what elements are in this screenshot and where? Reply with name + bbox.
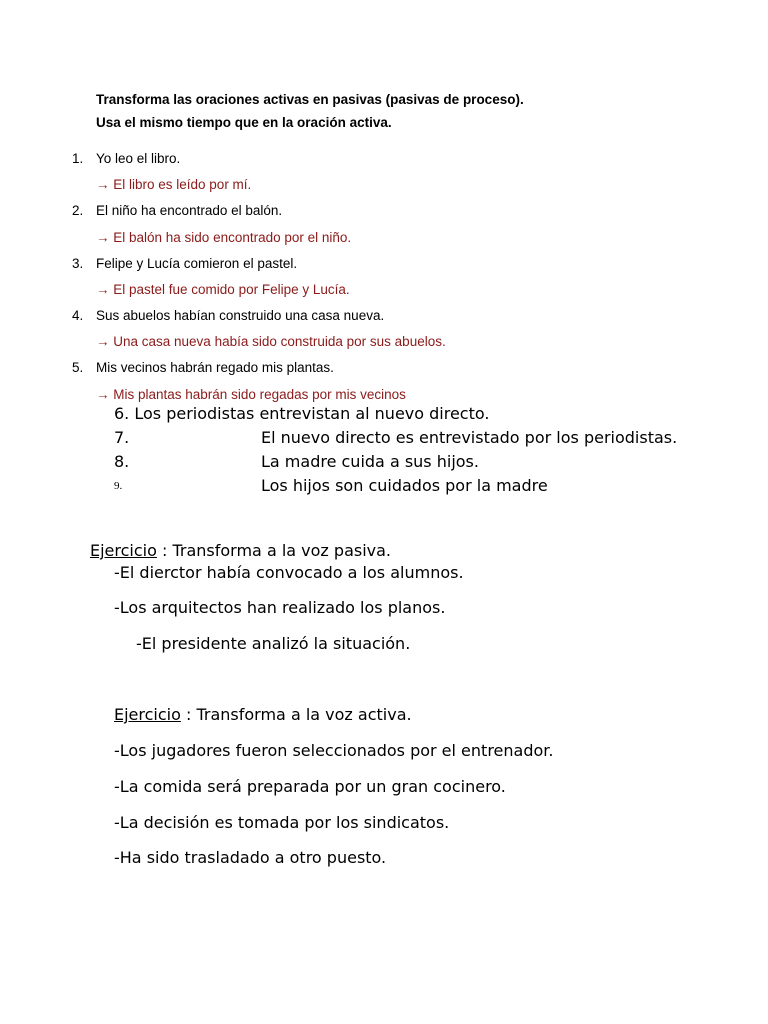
exercise-2-instruction: : Transforma a la voz activa. (180, 705, 412, 724)
item-number: 4. (72, 308, 84, 323)
exercise-2-heading (114, 705, 412, 724)
item-sentence: Felipe y Lucía comieron el pastel. (96, 256, 298, 271)
instruction-line-2: Usa el mismo tiempo que en la oración activa. (96, 115, 392, 130)
item-8-text: La madre cuida a sus hijos. (261, 452, 479, 471)
exercise-2-line: -Los jugadores fueron seleccionados por el entrenador. (114, 741, 554, 760)
item-answer: → Una casa nueva había sido construida por sus abuelos. (96, 334, 446, 349)
exercise-2-line: -Ha sido trasladado a otro puesto. (114, 848, 387, 867)
item-9-number: 9. (114, 480, 123, 492)
item-7-number: 7. (114, 428, 130, 447)
item-7-text: El nuevo directo es entrevistado por los periodistas. (261, 428, 678, 447)
item-9-text: Los hijos son cuidados por la madre (261, 476, 548, 495)
exercise-2-line: -La decisión es tomada por los sindicatos. (114, 813, 450, 832)
exercise-1-line: -El dierctor había convocado a los alumnos. (114, 563, 464, 582)
item-sentence: Sus abuelos habían construido una casa nueva. (96, 308, 385, 323)
item-answer: → El libro es leído por mí. (96, 177, 252, 192)
item-answer: → Mis plantas habrán sido regadas por mis vecinos (96, 387, 406, 402)
item-number: 2. (72, 203, 84, 218)
exercise-1-heading (90, 541, 391, 560)
exercise-1-instruction: : Transforma a la voz pasiva. (156, 541, 392, 560)
item-number: 5. (72, 360, 84, 375)
exercise-1-line: -El presidente analizó la situación. (136, 634, 411, 653)
item-number: 1. (72, 151, 84, 166)
exercise-1-title: Ejercicio (90, 541, 157, 560)
exercise-2-title: Ejercicio (114, 705, 181, 724)
exercise-2-line: -La comida será preparada por un gran cocinero. (114, 777, 506, 796)
item-answer: → El balón ha sido encontrado por el niño. (96, 230, 352, 245)
item-6: 6. Los periodistas entrevistan al nuevo directo. (114, 404, 490, 423)
item-sentence: Yo leo el libro. (96, 151, 181, 166)
item-number: 3. (72, 256, 84, 271)
item-answer: → El pastel fue comido por Felipe y Lucía. (96, 282, 350, 297)
item-sentence: Mis vecinos habrán regado mis plantas. (96, 360, 334, 375)
exercise-1-line: -Los arquitectos han realizado los planos. (114, 598, 446, 617)
item-sentence: El niño ha encontrado el balón. (96, 203, 283, 218)
instruction-line-1: Transforma las oraciones activas en pasivas (pasivas de proceso). (96, 92, 524, 107)
item-8-number: 8. (114, 452, 130, 471)
